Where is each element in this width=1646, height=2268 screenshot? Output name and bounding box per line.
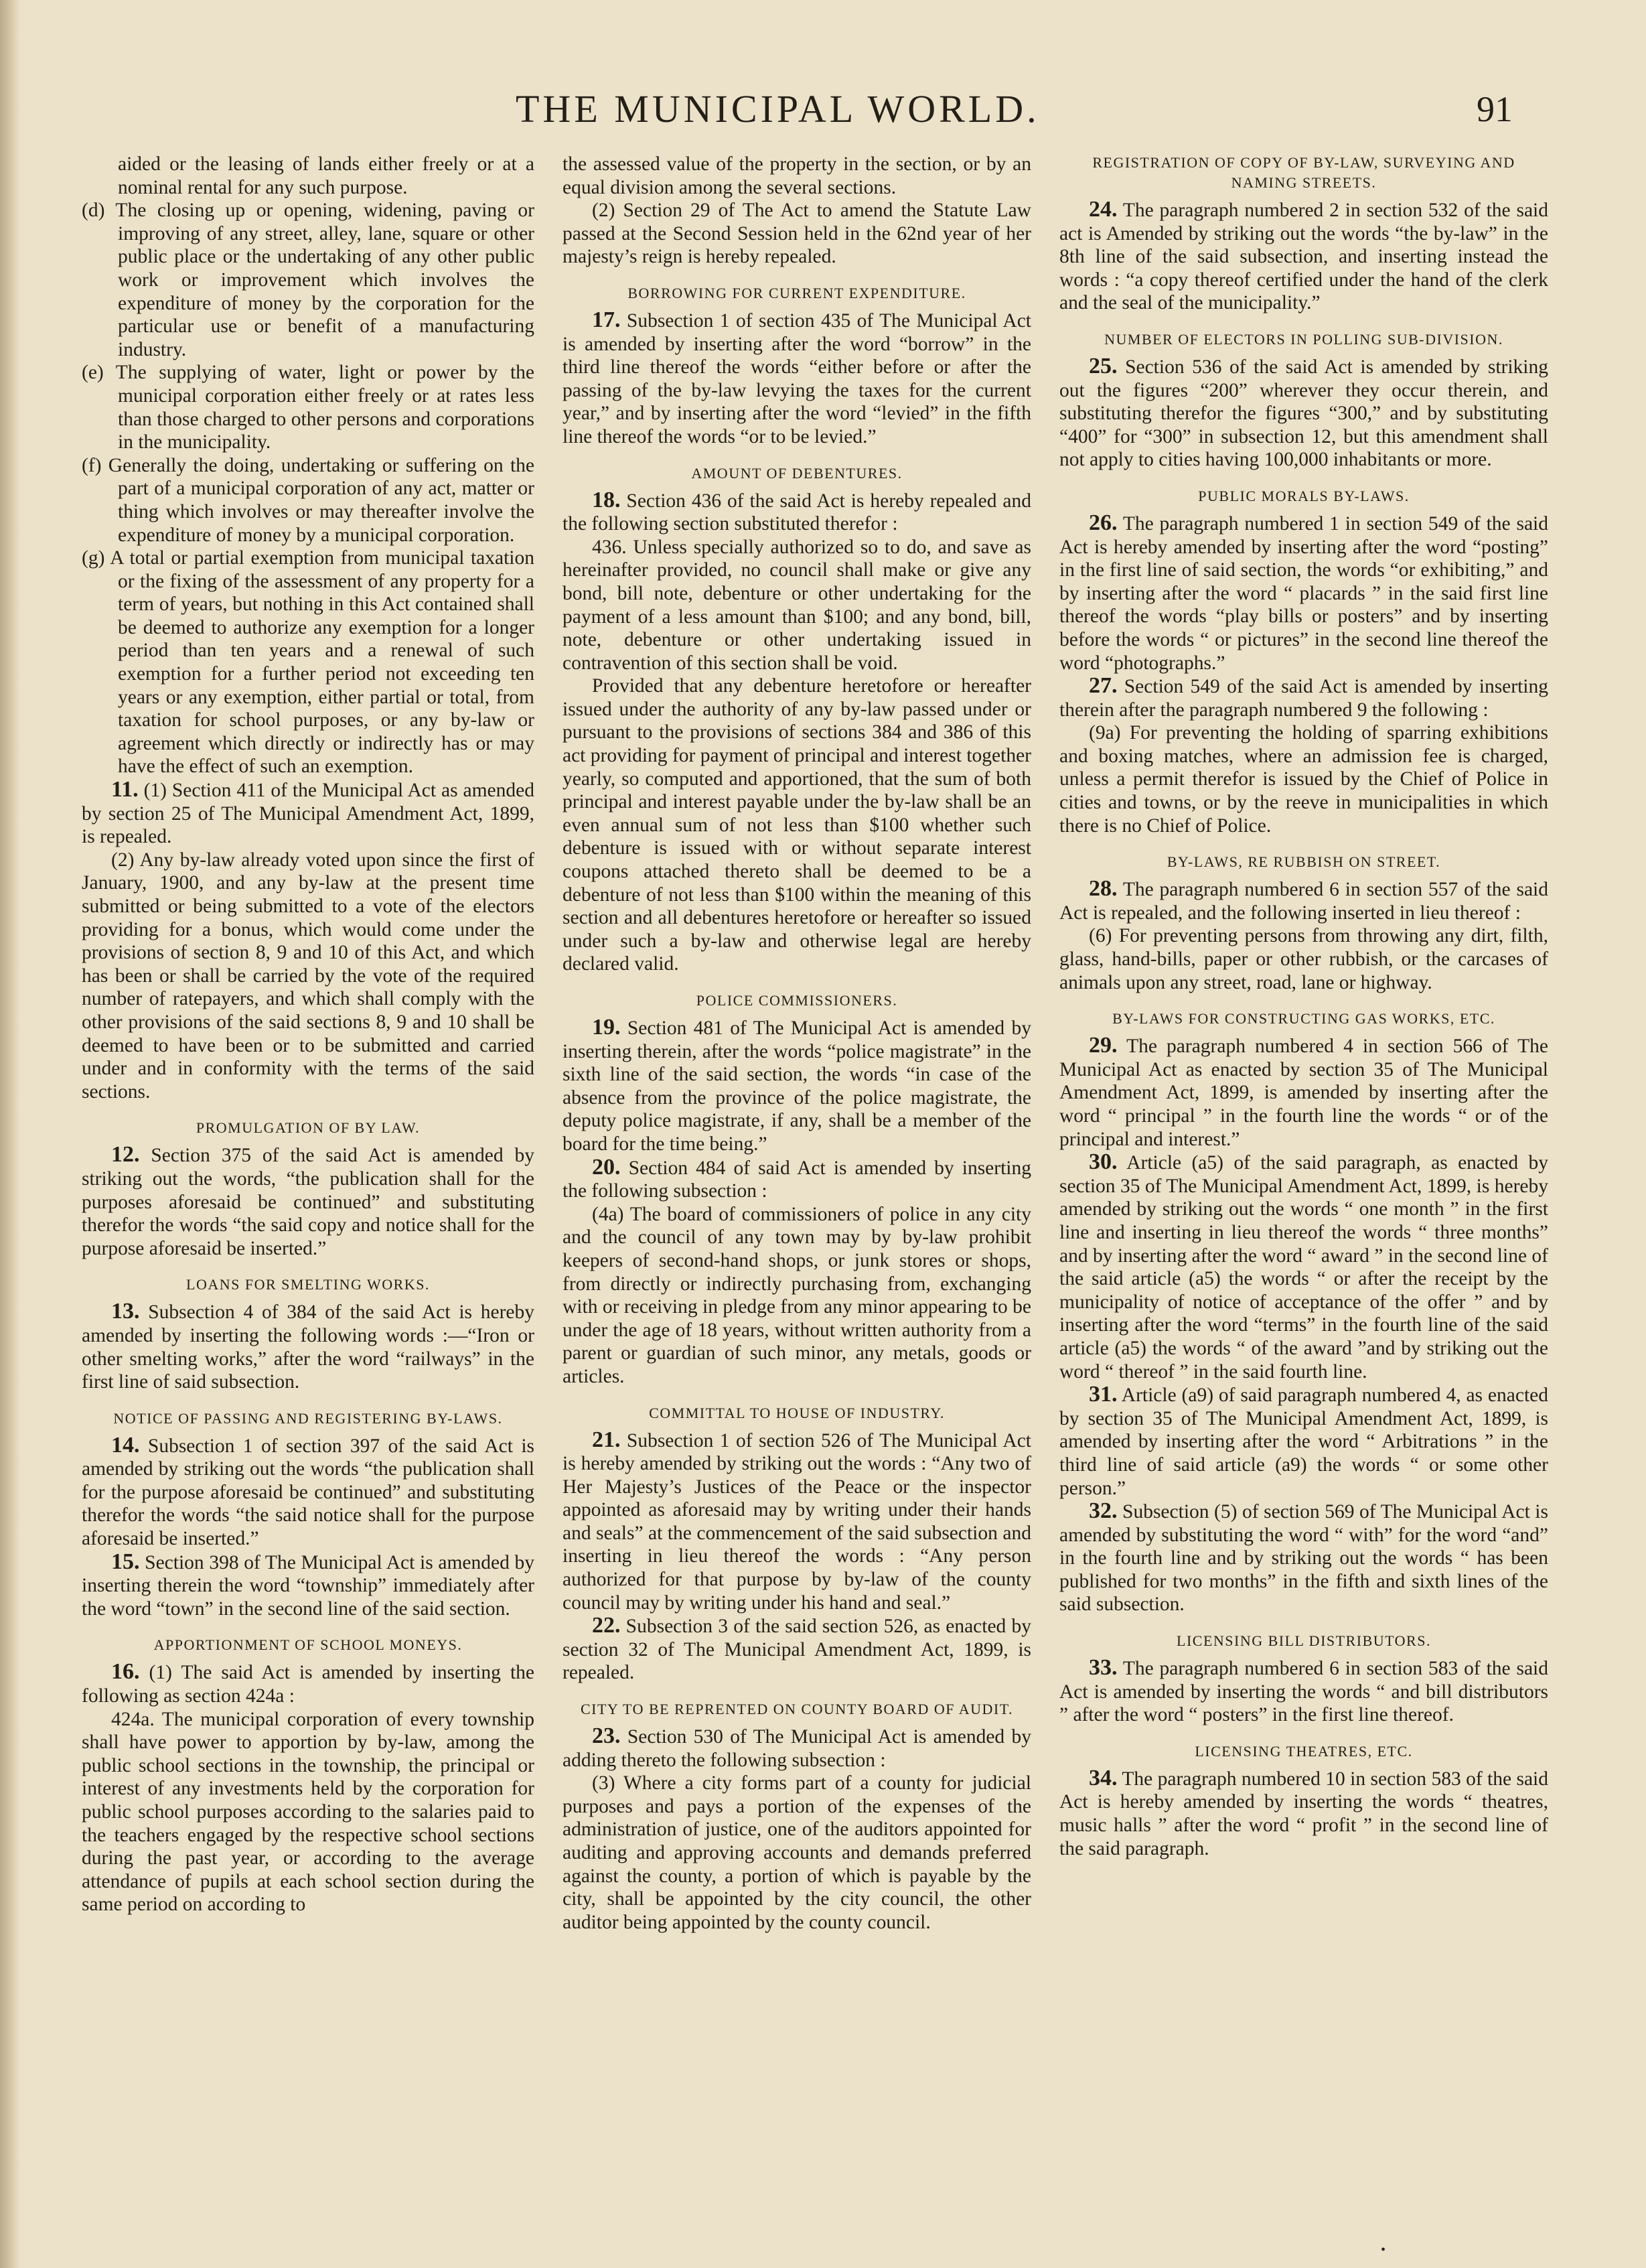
section-number: 33. [1089, 1655, 1118, 1681]
paragraph-text: Section 398 of The Municipal Act is amended by inserting therein the word “township” immediately after the word “town” in the second line of the said section. [82, 1551, 534, 1620]
paragraph: 436. Unless specially authorized so to do, and save as hereinafter provided, no council shall make or give any bond, bill note, debenture or other undertaking for the payment of a less amount than $100; and any bond, bill, note, debenture or other undertaking issued in contravention of this section shall be void. [563, 536, 1031, 674]
paragraph-text: Article (a5) of the said paragraph, as enacted by section 35 of The Municipal Amendment Act, 1899, is hereby amended by striking out the words “ one month ” in the first line and inserting in lieu thereof the words “ three months” and by inserting after the word “ award ” in the second line of the said article (a5) the words “ or after the receipt by the municipality of notice of acceptance of the offer ” and by inserting after the word “terms” in the fourth line of the said article (a5) the words “ of the award ”and by striking out the word “ thereof ” in the said fourth line. [1059, 1152, 1548, 1383]
paragraph: (3) Where a city forms part of a county for judicial purposes and pays a portion of the expenses of the administration of justice, one of the auditors appointed for auditing and approving accounts and demands preferred against the county, a portion of which is payable by the city, shall be appointed by the city council, the other auditor being appointed by the county council. [563, 1772, 1031, 1933]
paragraph [1059, 1767, 1548, 1860]
section-heading: POLICE COMMISSIONERS. [696, 992, 898, 1009]
paragraph-text: (1) The said Act is amended by inserting the following as section 424a : [82, 1662, 534, 1707]
printer-mark: • [1381, 2243, 1386, 2257]
paragraph [563, 1156, 1031, 1203]
section-heading: CITY TO BE REPRENTED ON COUNTY BOARD OF AUDIT. [580, 1701, 1014, 1718]
paragraph [1059, 877, 1548, 924]
paragraph-text: The paragraph numbered 10 in section 583 of the said Act is hereby amended by inserting the words “ theatres, music halls ” after the word “ profit ” in the second line of the said paragraph. [1059, 1768, 1548, 1859]
section-number: 30. [1089, 1149, 1118, 1175]
section-heading: BY-LAWS, RE RUBBISH ON STREET. [1167, 853, 1441, 871]
paragraph [82, 1143, 534, 1260]
section-number: 18. [592, 487, 621, 512]
paragraph: (2) Any by-law already voted upon since the first of January, 1900, and any by-law at the present time submitted or being submitted to a vote of the electors providing for a bonus, which would come under the provisions of section 8, 9 and 10 of this Act, and which has been or shall be carried by the vote of the required number of ratepayers, and which shall comply with the other provisions of the said sections 8, 9 and 10 shall be deemed to have been or to be submitted and carried under and in conformity with the terms of the said sections. [82, 849, 534, 1103]
section-number: 15. [111, 1549, 140, 1574]
paragraph [82, 1660, 534, 1707]
clause-item: (f) Generally the doing, undertaking or suffering on the part of a municipal corporation of any act, matter or thing which involves or may thereafter involve the expenditure of money by a municipal corporation. [82, 454, 534, 546]
paragraph-text: Subsection 4 of 384 of the said Act is hereby amended by inserting the following words :—“Iron or other smelting works,” after the word “railways” in the first line of said subsection. [82, 1301, 534, 1393]
section-heading: NOTICE OF PASSING AND REGISTERING BY-LAWS. [113, 1409, 503, 1427]
paragraph: (6) For preventing persons from throwing any dirt, filth, glass, hand-bills, paper or other rubbish, or the carcases of animals upon any street, road, lane or highway. [1059, 925, 1548, 993]
paragraph [82, 1551, 534, 1621]
page-number: 91 [1477, 89, 1513, 129]
section-number: 19. [592, 1015, 621, 1040]
paragraph: (2) Section 29 of The Act to amend the Statute Law passed at the Second Session held in the 62nd year of her majesty’s reign is hereby repealed. [563, 200, 1031, 268]
paragraph-text: Subsection 3 of the said section 526, as enacted by section 32 of The Municipal Amendment Act, 1899, is repealed. [563, 1616, 1031, 1684]
section-heading: BORROWING FOR CURRENT EXPENDITURE. [627, 284, 966, 301]
masthead [0, 79, 1646, 139]
paragraph [1059, 1151, 1548, 1383]
section-number: 31. [1089, 1382, 1118, 1407]
paragraph [563, 1725, 1031, 1772]
paragraph [1059, 1500, 1548, 1616]
paragraph-text: (1) Section 411 of the Municipal Act as amended by section 25 of The Municipal Amendment Act, 1899, is repealed. [82, 780, 534, 848]
paragraph-text: Section 549 of the said Act is amended by inserting therein after the paragraph numbered 9 the following : [1059, 676, 1548, 721]
section-heading: PUBLIC MORALS BY-LAWS. [1198, 487, 1410, 504]
paragraph-text: Subsection (5) of section 569 of The Municipal Act is amended by substituting the word “ with” for the word “and” in the fourth line and by striking out the words “ has been published for two months” in the fifth and sixth lines of the said subsection. [1059, 1501, 1548, 1616]
paragraph-text: Section 536 of the said Act is amended by striking out the figures “200” wherever they occur therein, and substituting therefor the figures “300,” and by substituting “400” for “300” in subsection 12, but this amendment shall not apply to cities having 100,000 inhabitants or more. [1059, 356, 1548, 471]
paragraph [1059, 1034, 1548, 1151]
column-middle [563, 153, 1031, 1934]
paragraph-text: The paragraph numbered 2 in section 532 of the said act is Amended by striking out the words “the by-law” in the 8th line of the said subsection, and inserting instead the words : “a copy thereof certified under the hand of the clerk and the seal of the municipality.” [1059, 200, 1548, 314]
paragraph-text: Section 484 of said Act is amended by inserting the following subsection : [563, 1157, 1031, 1202]
paragraph [1059, 1656, 1548, 1727]
paragraph-text: The paragraph numbered 4 in section 566 of The Municipal Act as enacted by section 35 of The Municipal Amendment Act, 1899, is amended by inserting after the word “ principal ” in the fourth line the words “ or of the principal and interest.” [1059, 1036, 1548, 1150]
paragraph [82, 778, 534, 849]
section-number: 26. [1089, 510, 1118, 535]
section-number: 20. [592, 1154, 621, 1180]
clause-item: aided or the leasing of lands either freely or at a nominal rental for any such purpose. [118, 153, 534, 198]
paragraph [563, 1016, 1031, 1156]
paragraph [1059, 355, 1548, 472]
section-number: 25. [1089, 353, 1118, 378]
paragraph: (4a) The board of commissioners of police in any city and the council of any town may by by-law prohibit keepers of second-hand shops, or junk stores or shops, from directly or indirectly purchasing from, exchanging with or receiving in pledge from any minor appearing to be under the age of 18 years, without written authority from a parent or guardian of such minor, any metals, goods or articles. [563, 1203, 1031, 1387]
paragraph [82, 1300, 534, 1393]
paragraph [563, 1614, 1031, 1685]
paragraph-text: Subsection 1 of section 435 of The Municipal Act is amended by inserting after the word “borrow” in the third line thereof the words “either before or after the passing of the by-law levying the taxes for the current year,” and by inserting after the word “levied” in the fifth line thereof the words “or to be levied.” [563, 309, 1031, 447]
section-heading: LICENSING THEATRES, ETC. [1195, 1742, 1413, 1760]
column-left [82, 153, 534, 1916]
paragraph: Provided that any debenture heretofore or hereafter issued under the authority of any by-law passed under or pursuant to the provisions of sections 384 and 386 of this act providing for payment of principal and interest together yearly, so computed and apportioned, that the sum of both principal and interest payable under the by-law shall be an even annual sum of not less than $100 whether such debenture is issued with or without separate interest coupons attached thereto shall be deemed to be a debenture of not less than $100 within the meaning of this section and all debentures heretofore or hereafter so issued under such a by-law and otherwise legal are hereby declared valid. [563, 675, 1031, 975]
paragraph-text: Subsection 1 of section 526 of The Municipal Act is hereby amended by striking out the words : “Any two of Her Majesty’s Justices of the Peace or the inspector appointed as aforesaid may by writing under their hands and seals” at the commencement of the said subsection and inserting in lieu thereof the words : “Any person authorized for that purpose by by-law of the county council may by writing under his hand and seal.” [563, 1429, 1031, 1614]
section-number: 23. [592, 1723, 621, 1749]
page-title: THE MUNICIPAL WORLD. [516, 87, 1040, 131]
page-edge [0, 0, 20, 2268]
section-heading: NUMBER OF ELECTORS IN POLLING SUB-DIVISION. [1104, 330, 1503, 348]
section-heading: LOANS FOR SMELTING WORKS. [186, 1276, 430, 1293]
paragraph [563, 309, 1031, 449]
section-number: 13. [111, 1299, 140, 1324]
paragraph [1059, 512, 1548, 675]
clause-item: (d) The closing up or opening, widening, paving or improving of any street, alley, lane, square or other public place or the undertaking of any other public work or improvement which involves the expenditure of money by the corporation for the particular use or benefit of a manufacturing industry. [82, 200, 534, 360]
section-number: 21. [592, 1427, 621, 1452]
paragraph: the assessed value of the property in the section, or by an equal division among the several sections. [563, 153, 1031, 198]
paragraph-text: Subsection 1 of section 397 of the said Act is amended by striking out the words “the publication shall for the purpose aforesaid be continued” and substituting therefor the words “the said notice shall for the purpose aforesaid be inserted.” [82, 1435, 534, 1550]
clause-item: (g) A total or partial exemption from municipal taxation or the fixing of the assessment of any property for a term of years, but nothing in this Act contained shall be deemed to authorize any exemption for a longer period than ten years and a renewal of such exemption for a further period not exceeding ten years or any exemption, either partial or total, from taxation for school purposes, or any by-law or agreement which directly or indirectly has or may have the effect of such an exemption. [82, 547, 534, 778]
paragraph-text: Article (a9) of said paragraph numbered 4, as enacted by section 35 of The Municipal Amendment Act, 1899, is amended by inserting after the word “ Arbitrations ” in the third line of said article (a9) the words “ or some other person.” [1059, 1385, 1548, 1499]
section-number: 22. [592, 1613, 621, 1638]
section-heading: LICENSING BILL DISTRIBUTORS. [1177, 1632, 1431, 1650]
column-right [1059, 153, 1548, 1860]
paragraph: (9a) For preventing the holding of sparring exhibitions and boxing matches, where an admission fee is charged, unless a permit therefor is issued by the Chief of Police in cities and towns, or by the reeve in municipalities in which there is no Chief of Police. [1059, 722, 1548, 837]
section-heading: BY-LAWS FOR CONSTRUCTING GAS WORKS, ETC. [1112, 1010, 1495, 1027]
paragraph-text: The paragraph numbered 1 in section 549 of the said Act is hereby amended by inserting after the word “posting” in the first line of said section, the words “or exhibiting,” and by inserting after the word “ placards ” in the said first line thereof the words “play bills or posters” and by inserting before the words “ or pictures” in the second line thereof the word “photographs.” [1059, 512, 1548, 674]
paragraph-text: Section 436 of the said Act is hereby repealed and the following section substituted therefor : [563, 490, 1031, 535]
section-number: 16. [111, 1659, 140, 1685]
paragraph: 424a. The municipal corporation of every township shall have power to apportion by by-law, among the public school sections in the township, the principal or interest of any investments held by the corporation for public school purposes according to the salaries paid to the teachers engaged by the respective school sections during the past year, or according to the average attendance of pupils at each school section during the same period on according to [82, 1708, 534, 1916]
paragraph [82, 1434, 534, 1551]
section-heading: PROMULGATION OF BY LAW. [196, 1119, 421, 1137]
clause-item: (e) The supplying of water, light or power by the municipal corporation either freely or at rates less than those charged to other persons and corporations in the municipality. [82, 362, 534, 453]
section-number: 24. [1089, 197, 1118, 222]
section-number: 11. [111, 777, 139, 802]
section-number: 29. [1089, 1033, 1118, 1058]
paragraph [1059, 675, 1548, 721]
paragraph [1059, 198, 1548, 315]
section-heading: REGISTRATION OF COPY OF BY-LAW, SURVEYING AND NAMING STREETS. [1092, 154, 1515, 191]
paragraph-text: Section 375 of the said Act is amended by striking out the words, “the publication shall for the purposes aforesaid be continued” and substituting therefor the words “the said copy and notice shall for the purpose aforesaid be inserted.” [82, 1145, 534, 1259]
paragraph-text: The paragraph numbered 6 in section 583 of the said Act is amended by inserting the words “ and bill distributors ” after the word “ posters” in the first line thereof. [1059, 1658, 1548, 1726]
section-number: 27. [1089, 673, 1118, 699]
section-heading: APPORTIONMENT OF SCHOOL MONEYS. [153, 1636, 463, 1654]
section-number: 17. [592, 307, 621, 332]
section-number: 12. [111, 1142, 140, 1167]
paragraph-text: Section 530 of The Municipal Act is amended by adding thereto the following subsection : [563, 1726, 1031, 1771]
section-number: 32. [1089, 1498, 1118, 1524]
paragraph-text: The paragraph numbered 6 in section 557 of the said Act is repealed, and the following inserted in lieu thereof : [1059, 879, 1548, 924]
paragraph [563, 489, 1031, 536]
paragraph-text: Section 481 of The Municipal Act is amended by inserting therein, after the words “police magistrate” in the sixth line of the said section, the words “in case of the absence from the province of the police magistrate, the deputy police magistrate, if any, shall be a member of the board for the time being.” [563, 1017, 1031, 1155]
paragraph [1059, 1383, 1548, 1500]
section-number: 34. [1089, 1765, 1118, 1790]
section-number: 14. [111, 1432, 140, 1458]
section-heading: AMOUNT OF DEBENTURES. [691, 464, 903, 482]
section-number: 28. [1089, 876, 1118, 902]
section-heading: COMMITTAL TO HOUSE OF INDUSTRY. [649, 1404, 945, 1421]
paragraph [563, 1429, 1031, 1615]
